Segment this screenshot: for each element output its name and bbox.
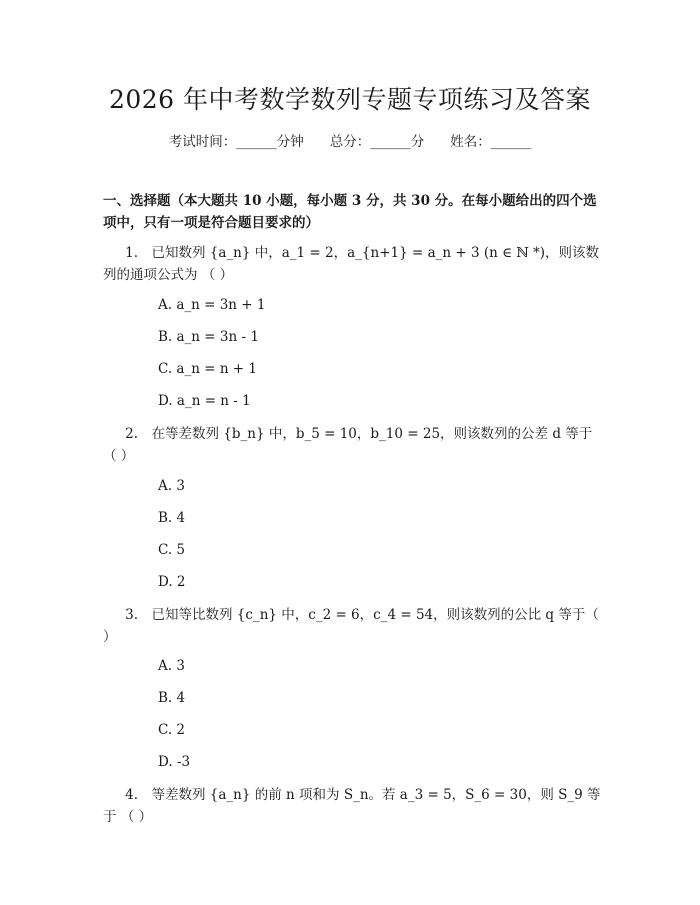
option-a[interactable]: A. 3 [158,658,185,674]
question-text: 已知等比数列 {c_n} 中，c_2 = 6，c_4 = 54，则该数列的公比 q 等于（ ） [103,607,599,645]
option-d[interactable]: D. 2 [158,574,186,590]
question-number: 4. [125,787,138,803]
question-number: 1. [125,245,138,261]
question-text: 在等差数列 {b_n} 中，b_5 = 10，b_10 = 25，则该数列的公差 d 等于（ ） [103,426,593,464]
option-d[interactable]: D. a_n = n - 1 [158,393,251,409]
question-number: 2. [125,426,138,442]
option-b[interactable]: B. 4 [158,510,186,526]
option-c[interactable]: C. a_n = n + 1 [158,361,257,377]
page-title: 2026 年中考数学数列专题专项练习及答案 [108,85,592,114]
total-score: 总分：______分 [329,134,425,150]
option-b[interactable]: B. 4 [158,690,186,706]
question-1 [103,242,603,286]
option-c[interactable]: C. 5 [158,542,186,558]
option-b[interactable]: B. a_n = 3n - 1 [158,329,259,345]
option-a[interactable]: A. 3 [158,478,185,494]
section-heading: 一、选择题（本大题共 10 小题，每小题 3 分，共 30 分。在每小题给出的四个选项中，只有一项是符合题目要求的） [103,193,597,231]
student-name: 姓名：______ [450,134,532,150]
exam-meta [0,130,700,150]
question-text: 已知数列 {a_n} 中，a_1 = 2，a_{n+1} = a_n + 3 (n ∈ ℕ *)，则该数列的通项公式为 （ ） [103,245,600,283]
question-2 [103,423,603,467]
question-text: 等差数列 {a_n} 的前 n 项和为 S_n。若 a_3 = 5，S_6 = 30，则 S_9 等于 （ ） [103,787,601,825]
exam-time: 考试时间：______分钟 [168,134,304,150]
option-d[interactable]: D. -3 [158,754,191,770]
question-number: 3. [125,607,138,623]
option-c[interactable]: C. 2 [158,722,186,738]
option-a[interactable]: A. a_n = 3n + 1 [158,297,266,313]
question-4 [103,784,603,828]
question-3 [103,604,603,648]
